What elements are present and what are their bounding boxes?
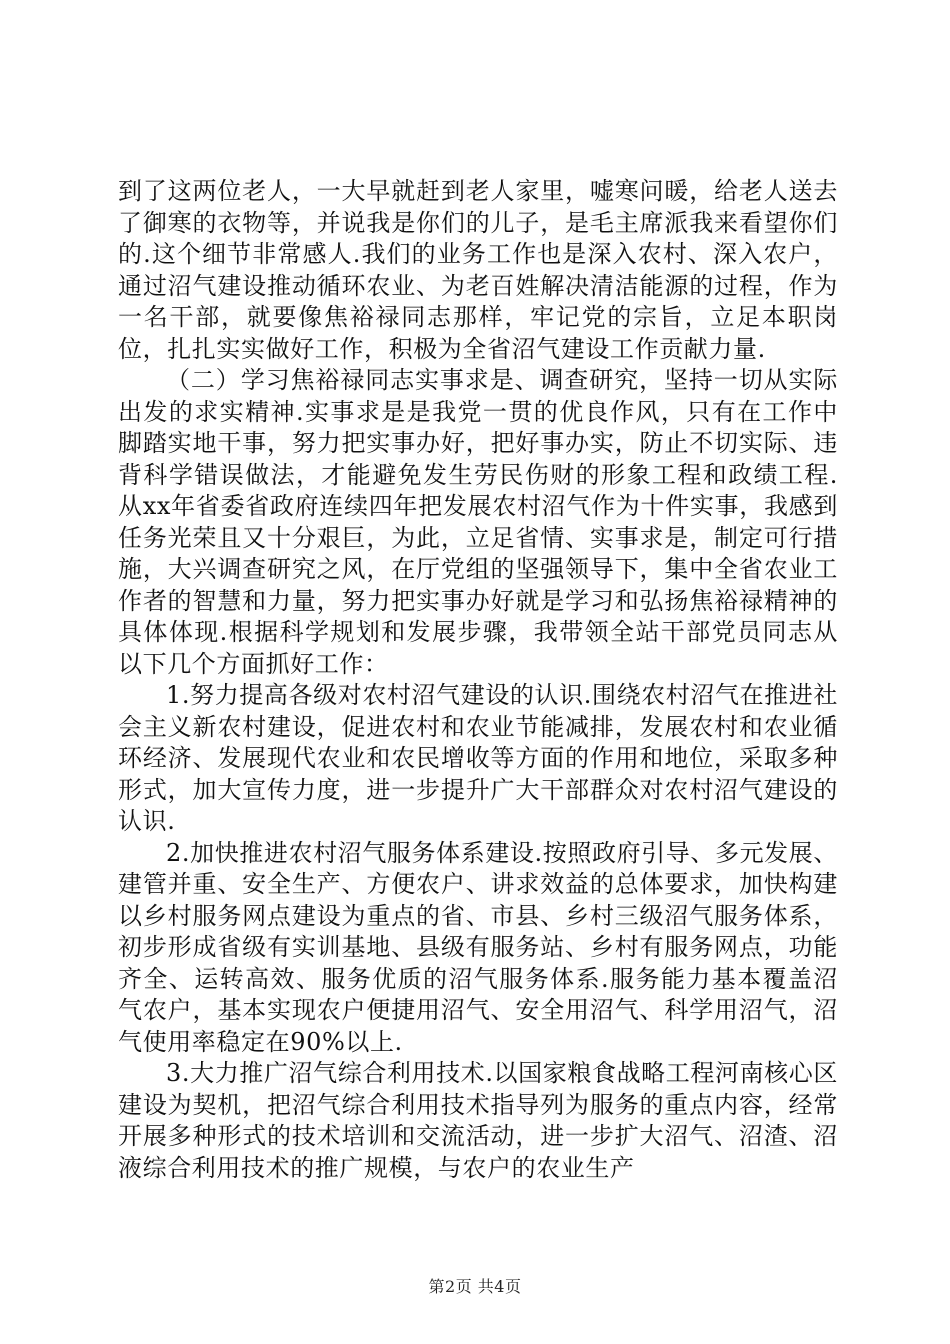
paragraph-4: 2.加快推进农村沼气服务体系建设.按照政府引导、多元发展、建管并重、安全生产、方便农户、讲求效益的总体要求，加快构建以乡村服务网点建设为重点的省、市县、乡村三级沼气服务体系，初步形成省级有实训基地、县级有服务站、乡村有服务网点，功能齐全、运转高效、服务优质的沼气服务体系.服务能力基本覆盖沼气农户，基本实现农户便捷用沼气、安全用沼气、科学用沼气，沼气使用率稳定在90%以上.: [118, 838, 838, 1056]
paragraph-3: 1.努力提高各级对农村沼气建设的认识.围绕农村沼气在推进社会主义新农村建设，促进农村和农业节能减排，发展农村和农业循环经济、发展现代农业和农民增收等方面的作用和地位，采取多种形式，加大宣传力度，进一步提升广大干部群众对农村沼气建设的认识.: [118, 681, 838, 835]
paragraph-2: （二）学习焦裕禄同志实事求是、调查研究，坚持一切从实际出发的求实精神.实事求是是我党一贯的优良作风，只有在工作中脚踏实地干事，努力把实事办好，把好事办实，防止不切实际、违背科学错误做法，才能避免发生劳民伤财的形象工程和政绩工程.从xx年省委省政府连续四年把发展农村沼气作为十件实事，我感到任务光荣且又十分艰巨，为此，立足省情、实事求是，制定可行措施，大兴调查研究之风，在厅党组的坚强领导下，集中全省农业工作者的智慧和力量，努力把实事办好就是学习和弘扬焦裕禄精神的具体体现.根据科学规划和发展步骤，我带领全站干部党员同志从以下几个方面抓好工作：: [118, 366, 838, 678]
paragraph-1: 到了这两位老人，一大早就赶到老人家里，嘘寒问暖，给老人送去了御寒的衣物等，并说我是你们的儿子，是毛主席派我来看望你们的.这个细节非常感人.我们的业务工作也是深入农村、深入农户，通过沼气建设推动循环农业、为老百姓解决清洁能源的过程，作为一名干部，就要像焦裕禄同志那样，牢记党的宗旨，立足本职岗位，扎扎实实做好工作，积极为全省沼气建设工作贡献力量.: [118, 177, 838, 363]
page-number-footer: 第2页 共4页: [428, 1277, 522, 1296]
paragraph-5: 3.大力推广沼气综合利用技术.以国家粮食战略工程河南核心区建设为契机，把沼气综合利用技术指导列为服务的重点内容，经常开展多种形式的技术培训和交流活动，进一步扩大沼气、沼渣、沼液综合利用技术的推广规模，与农户的农业生产: [118, 1059, 838, 1182]
document-body: [118, 176, 838, 1184]
